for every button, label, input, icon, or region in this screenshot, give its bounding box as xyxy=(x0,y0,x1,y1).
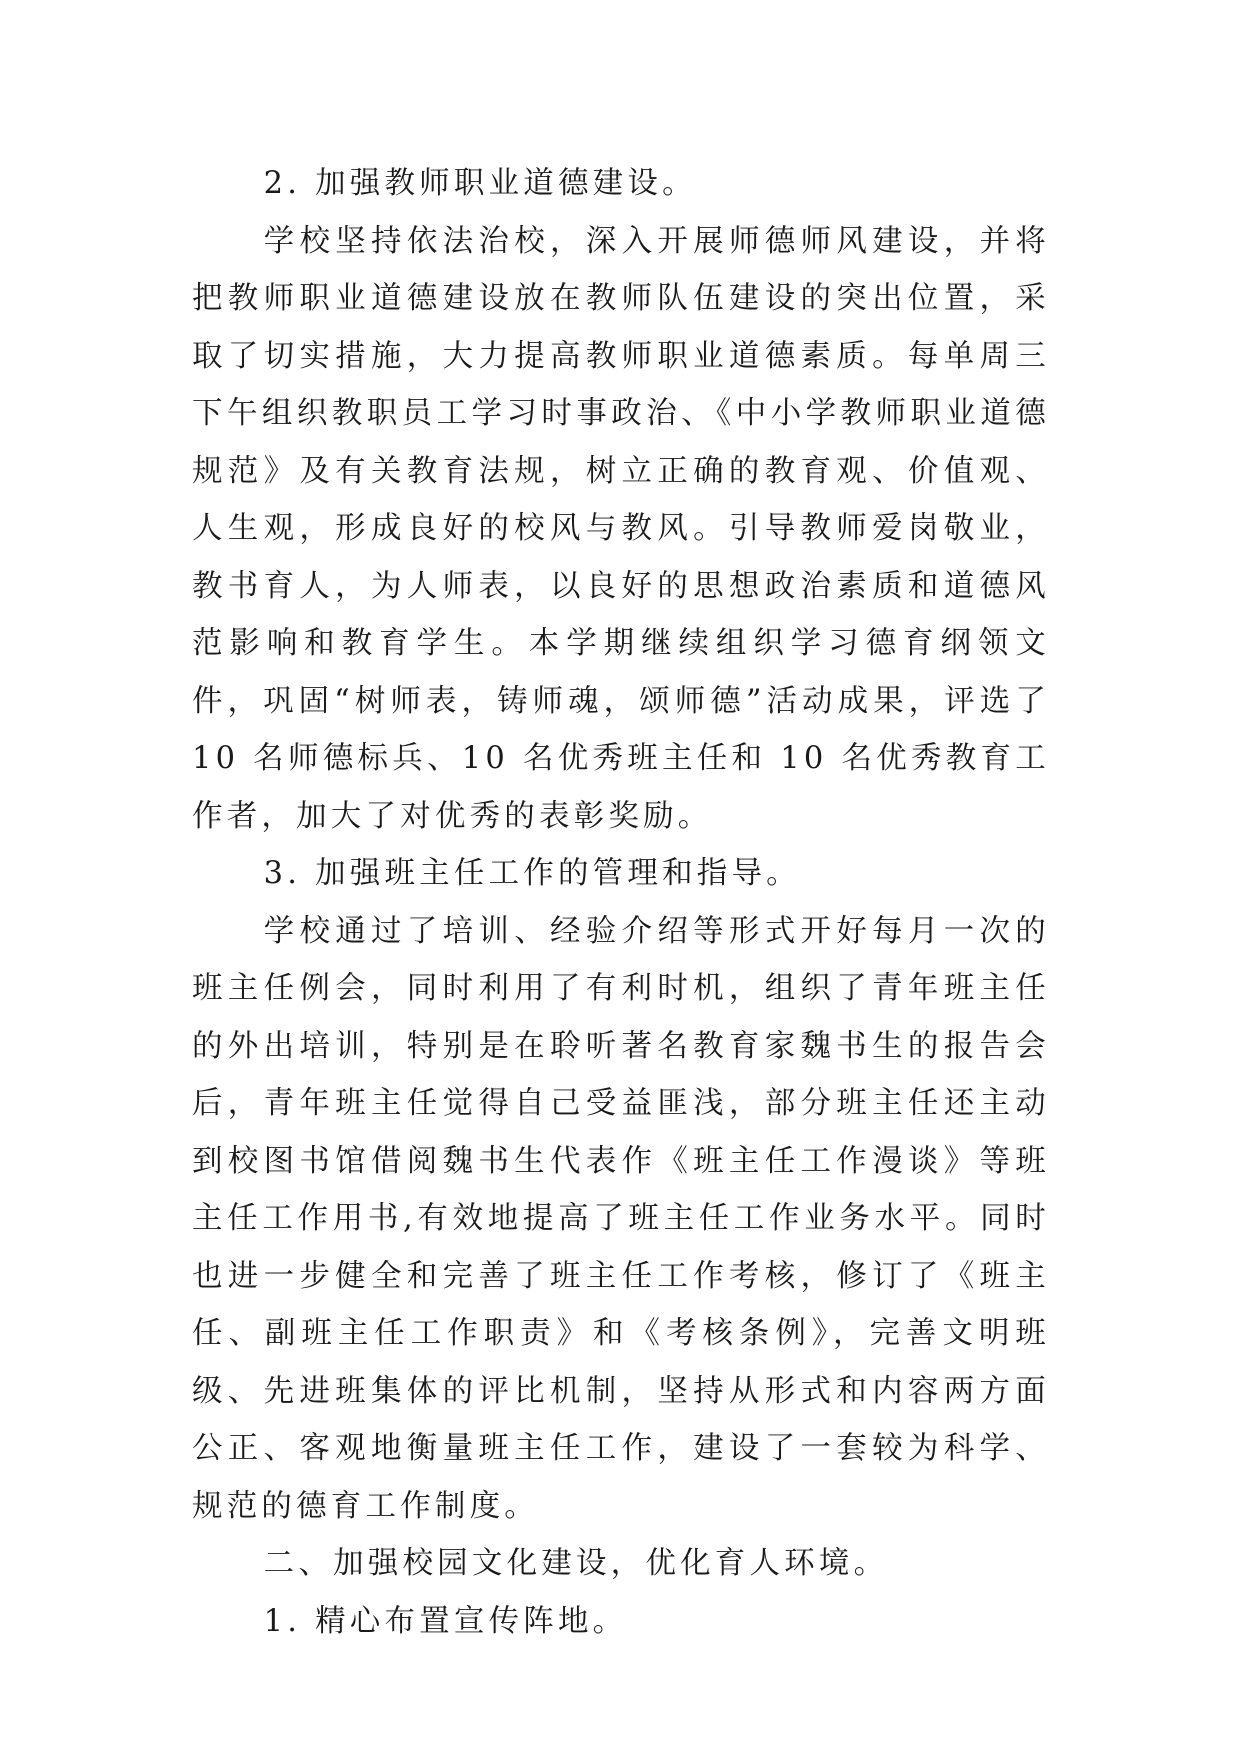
paragraph-head-teacher: 学校通过了培训、经验介绍等形式开好每月一次的班主任例会，同时利用了有利时机，组织了青年班主任的外出培训，特别是在聆听著名教育家魏书生的报告会后，青年班主任觉得自己受益匪浅，部分班主任还主动到校图书馆借阅魏书生代表作《班主任工作漫谈》等班主任工作用书,有效地提高了班主任工作业务水平。同时也进一步健全和完善了班主任工作考核，修订了《班主任、副班主任工作职责》和《考核条例》，完善文明班级、先进班集体的评比机制，坚持从形式和内容两方面公正、客观地衡量班主任工作，建设了一套较为科学、规范的德育工作制度。 xyxy=(192,913,1050,1524)
section-heading-teacher-ethics: 2. 加强教师职业道德建设。 xyxy=(263,166,697,201)
document-body xyxy=(192,155,1050,1650)
section-heading-publicity: 1. 精心布置宣传阵地。 xyxy=(263,1603,628,1639)
section-heading-campus-culture: 二、加强校园文化建设，优化育人环境。 xyxy=(263,1546,889,1581)
section-heading-head-teacher: 3. 加强班主任工作的管理和指导。 xyxy=(263,856,801,891)
paragraph-teacher-ethics: 学校坚持依法治校，深入开展师德师风建设，并将把教师职业道德建设放在教师队伍建设的突出位置，采取了切实措施，大力提高教师职业道德素质。每单周三下午组织教职员工学习时事政治、《中小学教师职业道德规范》及有关教育法规，树立正确的教育观、价值观、人生观，形成良好的校风与教风。引导教师爱岗敬业，教书育人，为人师表，以良好的思想政治素质和道德风范影响和教育学生。本学期继续组织学习德育纲领文件，巩固“树师表，铸师魂，颂师德”活动成果，评选了 10 名师德标兵、10 名优秀班主任和 10 名优秀教育工作者，加大了对优秀的表彰奖励。 xyxy=(192,223,1050,834)
